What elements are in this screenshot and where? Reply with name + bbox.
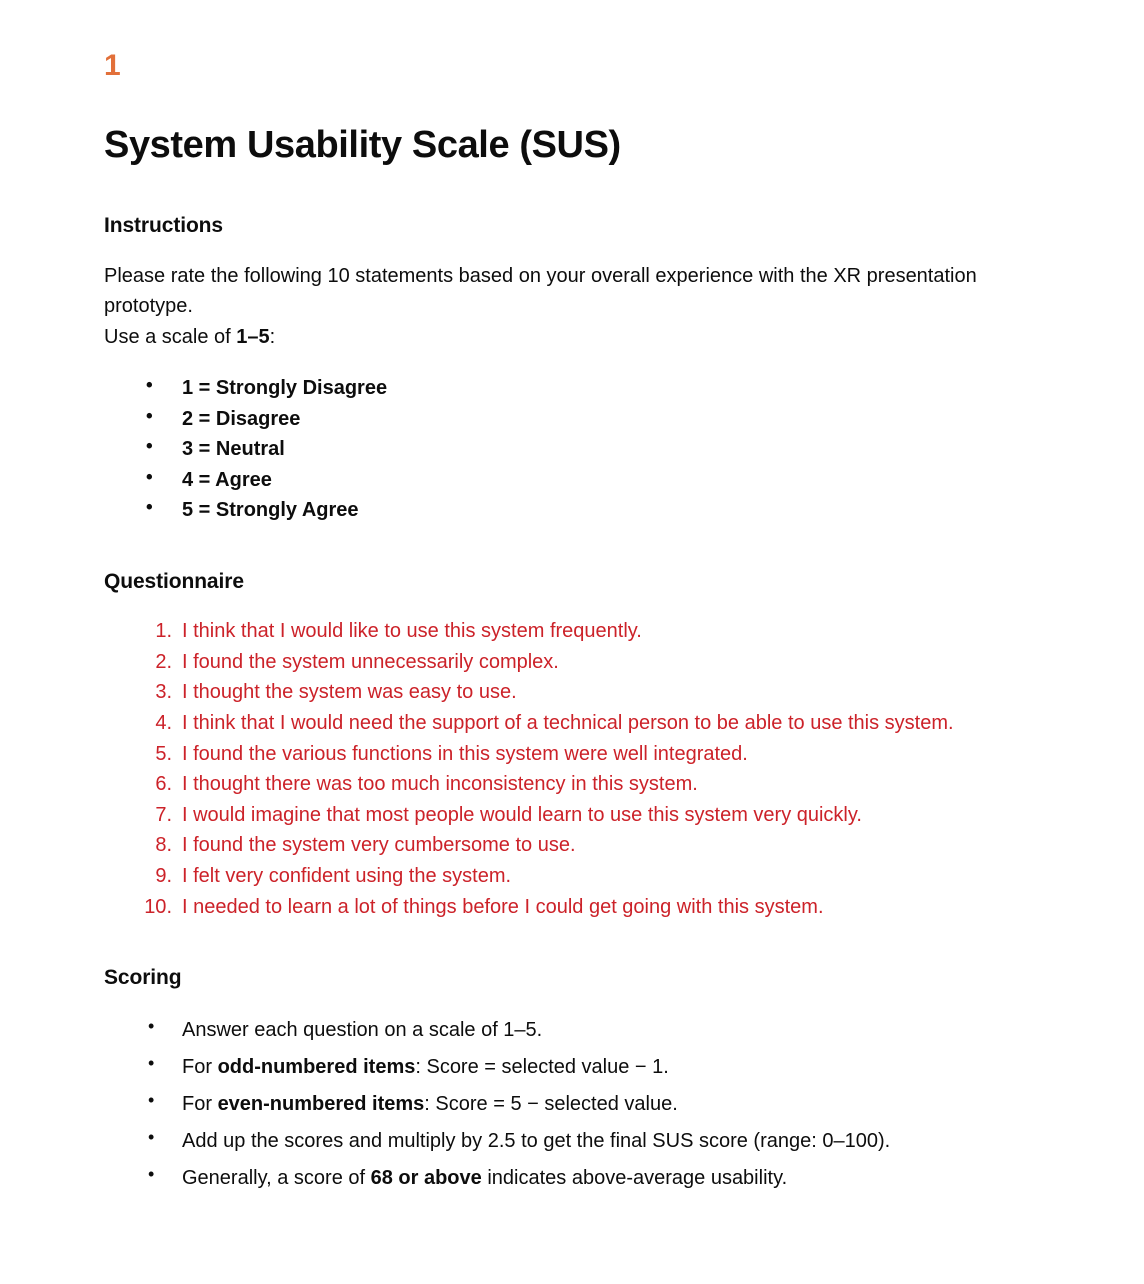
list-item — [104, 831, 1014, 861]
list-item — [104, 740, 1014, 770]
questionnaire-heading: Questionnaire — [104, 569, 244, 593]
questionnaire-item-text: I felt very confident using the system. — [182, 864, 512, 887]
scale-legend-label: 2 = Disagree — [182, 407, 301, 430]
page-title: System Usability Scale (SUS) — [104, 124, 621, 166]
scale-legend-label: 1 = Strongly Disagree — [182, 376, 388, 399]
scoring-item-pre: Add up the scores and multiply by 2.5 to get the final SUS score (range: 0–100). — [182, 1130, 891, 1153]
scale-suffix-text: : — [269, 325, 276, 348]
scale-legend-label: 3 = Neutral — [182, 438, 285, 461]
scale-prefix-text: Use a scale of — [104, 325, 237, 348]
page-number: 1 — [104, 49, 121, 82]
scale-legend-label: 5 = Strongly Agree — [182, 499, 359, 522]
list-item — [104, 1126, 1014, 1156]
questionnaire-item-text: I thought there was too much inconsistency in this system. — [182, 773, 698, 796]
scoring-item-bold: 68 or above — [370, 1167, 482, 1190]
scoring-item-post: indicates above-average usability. — [481, 1167, 788, 1190]
list-item — [104, 678, 1014, 708]
scoring-item-bold: odd-numbered items — [217, 1056, 416, 1079]
scoring-item-pre: Answer each question on a scale of 1–5. — [182, 1019, 543, 1042]
scale-range-text: 1–5 — [236, 325, 270, 348]
questionnaire-item-text: I think that I would need the support of a technical person to be able to use this system. — [182, 712, 954, 735]
list-item — [104, 1089, 1014, 1119]
instructions-heading: Instructions — [104, 213, 223, 237]
list-item — [104, 648, 1014, 678]
questionnaire-item-text: I found the various functions in this system were well integrated. — [182, 742, 748, 765]
questionnaire-item-text: I think that I would like to use this system frequently. — [182, 620, 642, 643]
scoring-item-pre: For — [182, 1056, 218, 1079]
list-item — [104, 1163, 1014, 1193]
questionnaire-item-text: I would imagine that most people would learn to use this system very quickly. — [182, 803, 862, 826]
list-item — [104, 1052, 1014, 1082]
questionnaire-item-text: I thought the system was easy to use. — [182, 681, 517, 704]
scoring-item-post: : Score = 5 − selected value. — [424, 1093, 678, 1116]
instructions-paragraph-text: Please rate the following 10 statements based on your overall experience with the XR presentation prototype. — [104, 264, 977, 318]
list-item — [104, 405, 1014, 435]
document-content — [104, 48, 1014, 1200]
questionnaire-item-text: I found the system very cumbersome to use. — [182, 834, 576, 857]
scoring-item-pre: Generally, a score of — [182, 1167, 371, 1190]
instructions-paragraph — [104, 261, 1014, 352]
list-item — [104, 374, 1014, 404]
list-item — [104, 435, 1014, 465]
questionnaire-item-text: I needed to learn a lot of things before I could get going with this system. — [182, 895, 824, 918]
list-item — [104, 893, 1014, 923]
scoring-heading: Scoring — [104, 966, 182, 990]
scoring-list — [104, 1015, 1014, 1193]
questionnaire-item-text: I found the system unnecessarily complex. — [182, 650, 559, 673]
list-item — [104, 770, 1014, 800]
list-item — [104, 801, 1014, 831]
list-item — [104, 617, 1014, 647]
scoring-item-pre: For — [182, 1093, 218, 1116]
scale-legend-label: 4 = Agree — [182, 468, 272, 491]
scale-legend-list — [104, 374, 1014, 526]
list-item — [104, 466, 1014, 496]
scoring-item-bold: even-numbered items — [217, 1093, 425, 1116]
scoring-item-post: : Score = selected value − 1. — [415, 1056, 669, 1079]
list-item — [104, 1015, 1014, 1045]
list-item — [104, 862, 1014, 892]
list-item — [104, 709, 1014, 739]
questionnaire-list — [104, 617, 1014, 922]
list-item — [104, 496, 1014, 526]
